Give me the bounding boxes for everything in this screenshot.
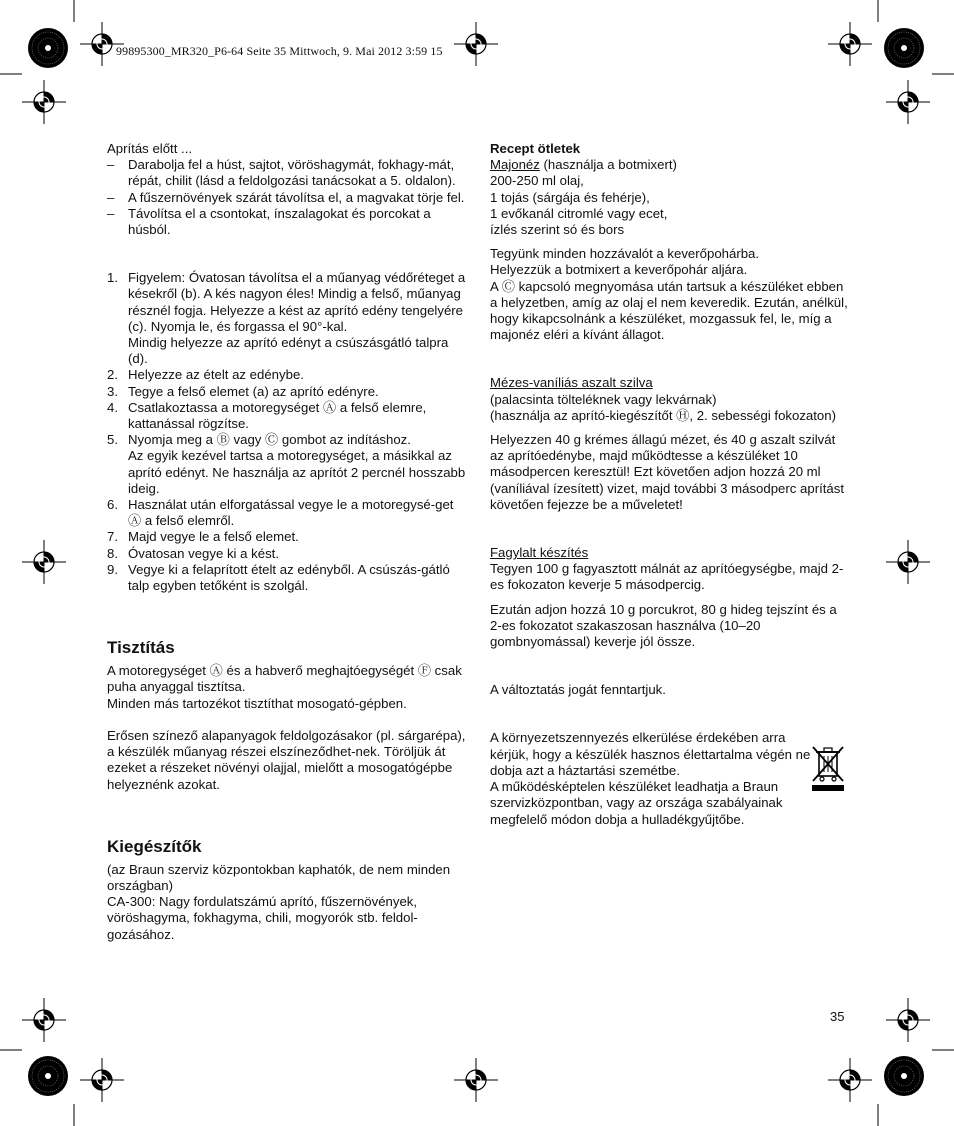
step-item [107, 562, 467, 594]
step-item [107, 400, 467, 432]
step-text: Nyomja meg a Ⓑ vagy Ⓒ gombot az indításhoz. Az egyik kezével tartsa a motoregységet, a másikkal az aprító edényt. Ne használja az aprítót 2 percnél hosszabb ideig. [128, 432, 466, 496]
step-number: 4. [107, 399, 118, 415]
step-text: Majd vegye le a felső elemet. [128, 529, 299, 545]
step-item [107, 529, 467, 545]
step-item [107, 432, 467, 497]
list-item: – A fűszernövények szárát távolítsa el, a magvakat törje fel. [107, 189, 465, 205]
step-text: Óvatosan vegye ki a kést. [128, 545, 279, 561]
plum-note: (palacsinta tölteléknek vagy lekvárnak) (használja az aprító-kiegészítőt Ⓗ, 2. sebességi fokozaton) [490, 391, 836, 423]
list-item: – Darabolja fel a húst, sajtot, vöröshagymát, fokhagy-mát, répát, chilit (lásd a feldolgozási tanácsokat a 5. oldalon). [107, 157, 456, 189]
steps-list [107, 270, 467, 594]
ice-step-1: Tegyen 100 g fagyasztott málnát az aprítóegységbe, majd 2-es fokozaton keverje 5 másodpercig. [490, 561, 844, 593]
step-number: 6. [107, 497, 118, 513]
step-number: 5. [107, 432, 118, 448]
list-item: – Távolítsa el a csontokat, ínszalagokat és porcokat a húsból. [107, 205, 431, 238]
step-text: Tegye a felső elemet (a) az aprító edényre. [128, 383, 379, 399]
page-number: 35 [830, 1009, 845, 1024]
step-text: Figyelem: Óvatosan távolítsa el a műanyag védőréteget a késekről (b). A kés nagyon éles! Mindig a felső, műanyag résznél fogja. Helyezze a kést az aprító edény tengelyére (c). Nyomja le, és forgassa el 90°-kal. Mindig helyezze az aprító edényt a csúszásgátló talpra (d). [128, 270, 466, 367]
mayo-method: Tegyünk minden hozzávalót a keverőpohárba. Helyezzük a botmixert a keverőpohár aljára. A Ⓒ kapcsoló megnyomása után tartsuk a készüléket ebben a helyzetben, amíg az olaj el nem keveredik. Ezután, anélkül, hogy kikapcsolnánk a készüléket, mozgassuk fel, le, míg a majonéz eléri a kívánt állagot. [490, 246, 848, 343]
step-item [107, 384, 467, 400]
plum-method: Helyezzen 40 g krémes állagú mézet, és 40 g aszalt szilvát az aprítóedénybe, majd működtesse a készüléket 10 másodpercen keresztül! Ezt követően adjon hozzá 20 ml (vaníliával ízesített) vizet, majd további 3 másodperc aprítást követően fejezze be a műveletet! [490, 432, 845, 512]
step-number: 3. [107, 383, 118, 399]
right-column [490, 141, 850, 828]
ice-step-2: Ezután adjon hozzá 10 g porcukrot, 80 g hideg tejszínt és a 2-es fokozatot szakaszosan használva (10–20 gombnyomással) keverje jól össze. [490, 601, 837, 650]
step-item [107, 546, 467, 562]
cleaning-heading: Tisztítás [107, 638, 175, 658]
mayo-heading: Majonéz (használja a botmixert) [490, 157, 677, 173]
step-number: 7. [107, 529, 118, 545]
step-number: 1. [107, 270, 118, 286]
accessories-heading: Kiegészítők [107, 836, 202, 856]
step-number: 8. [107, 545, 118, 561]
plum-heading: Mézes-vaníliás aszalt szilva [490, 375, 653, 391]
left-column [107, 141, 467, 943]
environment-notice: A környezetszennyezés elkerülése érdekében arra kérjük, hogy a készülék hasznos élettartalma végén ne dobja azt a háztartási szemétbe. A működésképtelen készüléket leadhatja a Braun szervizközpontban, vagy az országa szabályainak megfelelő módon dobja a hulladékgyűjtőbe. [490, 730, 811, 827]
accessories-text: (az Braun szerviz központokban kaphatók, de nem minden országban) CA-300: Nagy fordulatszámú aprító, fűszernövények, vöröshagyma, fokhagyma, chili, mogyorók stb. feldol-gozásához. [107, 861, 451, 942]
step-item [107, 270, 467, 367]
rights-notice: A változtatás jogát fenntartjuk. [490, 682, 666, 698]
mayo-ingredients: 200-250 ml olaj, 1 tojás (sárgája és fehérje), 1 evőkanál citromlé vagy ecet, ízlés szerint só és bors [490, 173, 668, 238]
step-number: 9. [107, 561, 118, 577]
crossed-bin-icon [810, 744, 846, 792]
step-text: Csatlakoztassa a motoregységet Ⓐ a felső elemre, kattanással rögzítse. [128, 399, 427, 432]
step-text: Vegye ki a felaprított ételt az edényből. A csúszás-gátló talp egyben tetőként is szolgál. [128, 561, 450, 594]
cleaning-text: A motoregységet Ⓐ és a habverő meghajtóegységét Ⓕ csak puha anyaggal tisztítsa. Minden más tartozékot tisztíthat mosogató-gépben. [107, 663, 462, 711]
step-text: Helyezze az ételt az edénybe. [128, 367, 304, 383]
step-item [107, 497, 467, 529]
step-number: 2. [107, 367, 118, 383]
cleaning-note: Erősen színező alapanyagok feldolgozásakor (pl. sárgarépa), a készülék műanyag részei elszíneződhet-nek. Töröljük át ezeket a részeket növényi olajjal, mielőtt a mosogatógépbe helyeznénk azokat. [107, 727, 466, 792]
step-text: Használat után elforgatással vegye le a motoregysé-get Ⓐ a felső elemről. [128, 497, 454, 529]
intro-text: Aprítás előtt ... [107, 141, 193, 156]
ice-heading: Fagylalt készítés [490, 545, 589, 561]
print-header: 99895300_MR320_P6-64 Seite 35 Mittwoch, 9. Mai 2012 3:59 15 [116, 44, 443, 58]
recipes-heading: Recept ötletek [490, 141, 581, 156]
step-item [107, 367, 467, 383]
